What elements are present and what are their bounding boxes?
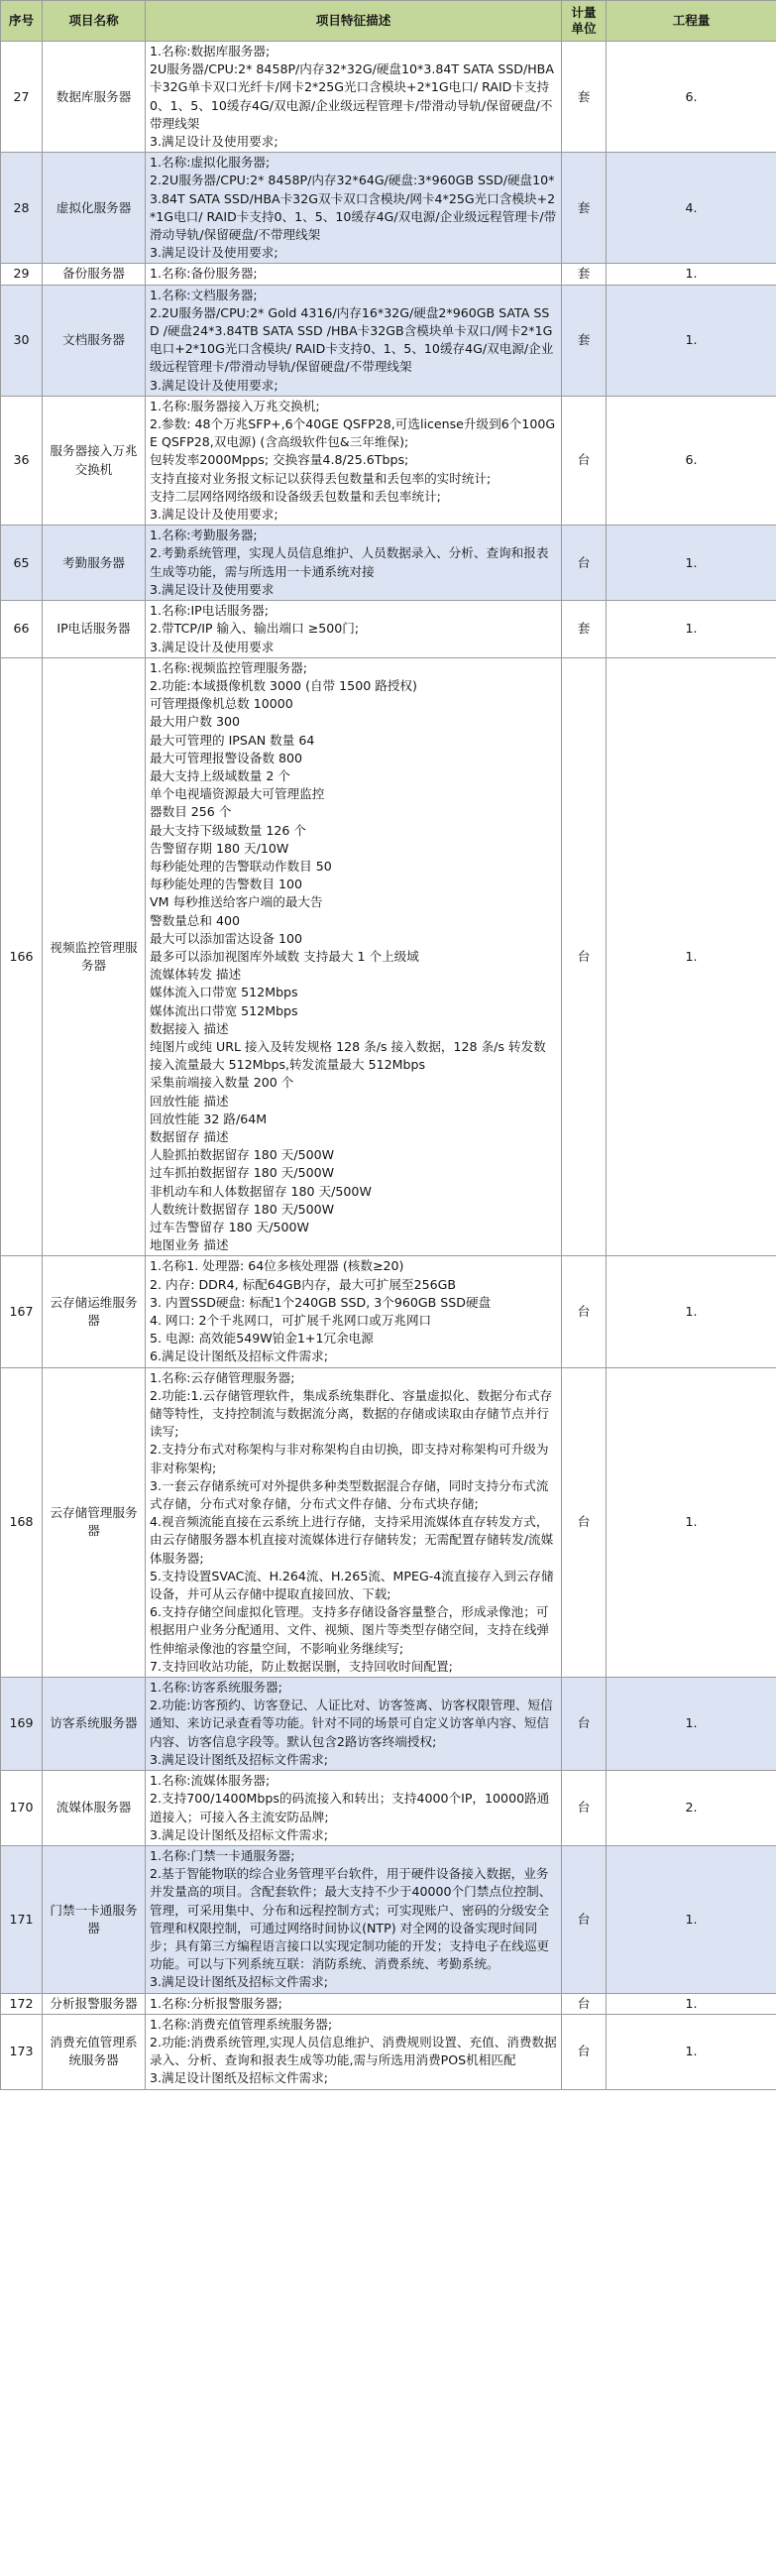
row-number: 27 (1, 42, 43, 153)
quantity-cell: 6. (607, 396, 776, 525)
unit-cell: 台 (562, 396, 607, 525)
description-line: 支持直接对业务报文标记以获得丢包数量和丢包率的实时统计; (150, 470, 492, 486)
description-line: 1.名称:服务器接入万兆交换机; (150, 398, 320, 413)
description-line: 1.名称:数据库服务器; (150, 44, 271, 59)
quantity-cell: 1. (607, 2014, 776, 2089)
description-line: 1.名称:云存储管理服务器; (150, 1369, 295, 1385)
table-row (1, 153, 776, 264)
description-line: 3.一套云存储系统可对外提供多种类型数据混合存储，同时支持分布式流式存储，分布式对象存储，分布式文件存储、分布式块存储; (150, 1477, 549, 1512)
item-description (146, 396, 562, 525)
description-line: 2.2U服务器/CPU:2* Gold 4316/内存16*32G/硬盘2*960GB SATA SSD /硬盘24*3.84TB SATA SSD /HBA卡32GB含模块单卡双口/网卡2*1G电口+2*10G光口含模块/ RAID卡支持0、1、5、10缓存4G/双电源/企业级远程管理卡/带滑动导轨/保留硬盘/不带理线架 (150, 304, 554, 375)
table-row (1, 1845, 776, 1993)
table-row (1, 526, 776, 601)
quantity-cell: 1. (607, 601, 776, 658)
description-line: 2.考勤系统管理，实现人员信息维护、人员数据录入、分析、查询和报表生成等功能，需与所选用一卡通系统对接 (150, 545, 549, 579)
description-line: 警数量总和 400 (150, 912, 241, 928)
item-description (146, 1771, 562, 1846)
description-line: 3.满足设计及使用要求; (150, 134, 278, 150)
quantity-cell: 1. (607, 285, 776, 396)
description-line: 每秒能处理的告警数目 100 (150, 877, 302, 892)
unit-cell: 台 (562, 1845, 607, 1993)
description-line: 1.名称1. 处理器: 64位多核处理器 (核数≥20) (150, 1258, 404, 1274)
description-line: VM 每秒推送给客户端的最大告 (150, 894, 323, 910)
item-name: 数据库服务器 (43, 42, 146, 153)
description-line: 1.名称:考勤服务器; (150, 527, 258, 543)
description-line: 6.支持存储空间虚拟化管理。支持多存储设备容量整合，形成录像池；可根据用户业务分配通用、文件、视频、图片等类型存储空间，支持在线弹性伸缩录像池的容量空间，不影响业务继续写; (150, 1604, 549, 1656)
description-line: 7.支持回收站功能，防止数据误删，支持回收时间配置; (150, 1658, 453, 1674)
row-number: 170 (1, 1771, 43, 1846)
row-number: 65 (1, 526, 43, 601)
description-line: 最大可管理的 IPSAN 数量 64 (150, 732, 315, 748)
item-name: 分析报警服务器 (43, 1993, 146, 2014)
description-line: 1.名称:虚拟化服务器; (150, 155, 271, 171)
description-line: 最大支持上级域数量 2 个 (150, 767, 290, 783)
description-line: 人脸抓拍数据留存 180 天/500W (150, 1147, 335, 1163)
item-description (146, 526, 562, 601)
description-line: 纯图片或纯 URL 接入及转发规格 128 条/s 接入数据，128 条/s 转发数 (150, 1038, 546, 1054)
item-description (146, 1845, 562, 1993)
table-row (1, 42, 776, 153)
description-line: 6.满足设计图纸及招标文件需求; (150, 1348, 328, 1364)
header-desc: 项目特征描述 (146, 1, 562, 42)
row-number: 66 (1, 601, 43, 658)
description-line: 流媒体转发 描述 (150, 967, 242, 983)
table-row (1, 1678, 776, 1771)
quantity-cell: 1. (607, 1845, 776, 1993)
row-number: 30 (1, 285, 43, 396)
description-line: 包转发率2000Mpps; 交换容量4.8/25.6Tbps; (150, 452, 409, 468)
description-line: 最大可管理报警设备数 800 (150, 750, 302, 765)
description-line: 2.参数: 48个万兆SFP+,6个40GE QSFP28,可选license升级到6个100GE QSFP28,双电源) (含高级软件包&三年维保); (150, 416, 556, 450)
description-line: 1.名称:文档服务器; (150, 287, 258, 302)
table-body (1, 42, 776, 2090)
item-name: 消费充值管理系统服务器 (43, 2014, 146, 2089)
description-line: 3.满足设计及使用要求 (150, 639, 275, 654)
description-line: 4.视音频流能直接在云系统上进行存储，支持采用流媒体直存转发方式，由云存储服务器本机直接对流媒体进行存储转发；无需配置存储转发/流媒体服务器; (150, 1514, 554, 1566)
table-row (1, 285, 776, 396)
description-line: 1.名称:分析报警服务器; (150, 1995, 282, 2011)
row-number: 169 (1, 1678, 43, 1771)
item-name: 服务器接入万兆交换机 (43, 396, 146, 525)
description-line: 每秒能处理的告警联动作数目 50 (150, 858, 332, 874)
quantity-cell: 2. (607, 1771, 776, 1846)
item-description (146, 1256, 562, 1367)
item-description (146, 657, 562, 1256)
table-row (1, 1367, 776, 1677)
item-description (146, 1993, 562, 2014)
description-line: 3.满足设计图纸及招标文件需求; (150, 1826, 328, 1842)
item-description (146, 1367, 562, 1677)
description-line: 2.功能:消费系统管理,实现人员信息维护、消费规则设置、充值、消费数据录入、分析、查询和报表生成等功能,需与所选用消费POS机相匹配 (150, 2034, 557, 2068)
unit-cell: 套 (562, 285, 607, 396)
description-line: 1.名称:访客系统服务器; (150, 1680, 282, 1696)
description-line: 1.名称:备份服务器; (150, 266, 258, 282)
description-line: 最多可以添加视图库外域数 支持最大 1 个上级域 (150, 948, 419, 964)
quantity-cell: 4. (607, 153, 776, 264)
table-row (1, 657, 776, 1256)
item-description (146, 601, 562, 658)
description-line: 3.满足设计图纸及招标文件需求; (150, 1974, 328, 1990)
table-row (1, 396, 776, 525)
description-line: 3.满足设计及使用要求; (150, 245, 278, 261)
unit-cell: 台 (562, 1993, 607, 2014)
unit-cell: 台 (562, 1367, 607, 1677)
description-line: 1.名称:IP电话服务器; (150, 603, 269, 619)
quantity-cell: 1. (607, 264, 776, 285)
item-name: 考勤服务器 (43, 526, 146, 601)
description-line: 3.满足设计图纸及招标文件需求; (150, 1751, 328, 1767)
row-number: 173 (1, 2014, 43, 2089)
description-line: 器数目 256 个 (150, 804, 232, 820)
description-line: 媒体流入口带宽 512Mbps (150, 985, 298, 1000)
quantity-cell: 1. (607, 1367, 776, 1677)
quantity-cell: 6. (607, 42, 776, 153)
row-number: 166 (1, 657, 43, 1256)
table-row (1, 601, 776, 658)
description-line: 2.功能:本域摄像机数 3000 (自带 1500 路授权) (150, 677, 417, 693)
header-name: 项目名称 (43, 1, 146, 42)
header-unit: 计量单位 (562, 1, 607, 42)
item-name: 备份服务器 (43, 264, 146, 285)
row-number: 168 (1, 1367, 43, 1677)
unit-cell: 台 (562, 1771, 607, 1846)
description-line: 4. 网口: 2个千兆网口，可扩展千兆网口或万兆网口 (150, 1313, 432, 1329)
description-line: 非机动车和人体数据留存 180 天/500W (150, 1183, 372, 1199)
quantity-cell: 1. (607, 526, 776, 601)
quantity-cell: 1. (607, 657, 776, 1256)
description-line: 回放性能 描述 (150, 1093, 229, 1109)
description-line: 3.满足设计及使用要求 (150, 581, 275, 597)
item-description (146, 42, 562, 153)
unit-cell: 套 (562, 153, 607, 264)
item-name: 文档服务器 (43, 285, 146, 396)
header-qty: 工程量 (607, 1, 776, 42)
unit-cell: 台 (562, 2014, 607, 2089)
item-name: 云存储运维服务器 (43, 1256, 146, 1367)
unit-cell: 台 (562, 1256, 607, 1367)
description-line: 告警留存期 180 天/10W (150, 840, 289, 856)
item-name: 门禁一卡通服务器 (43, 1845, 146, 1993)
quantity-cell: 1. (607, 1678, 776, 1771)
item-name: IP电话服务器 (43, 601, 146, 658)
description-line: 2.2U服务器/CPU:2* 8458P/内存32*64G/硬盘:3*960GB SSD/硬盘10*3.84T SATA SSD/HBA卡32G双卡双口含模块/网卡4*25G光口含模块+2*1G电口/ RAID卡支持0、1、5、10缓存4G/双电源/企业级远程管理卡/带滑动导轨/保留硬盘/不带理线架 (150, 173, 557, 243)
description-line: 人数统计数据留存 180 天/500W (150, 1201, 335, 1217)
item-description (146, 264, 562, 285)
description-line: 过车告警留存 180 天/500W (150, 1220, 309, 1234)
row-number: 171 (1, 1845, 43, 1993)
unit-cell: 套 (562, 264, 607, 285)
unit-cell: 台 (562, 526, 607, 601)
description-line: 支持二层网络网络级和设备级丢包数量和丢包率统计; (150, 488, 441, 504)
description-line: 最大可以添加雷达设备 100 (150, 930, 302, 946)
description-line: 3.满足设计及使用要求; (150, 507, 278, 523)
description-line: 2U服务器/CPU:2* 8458P/内存32*32G/硬盘10*3.84T SATA SSD/HBA卡32G单卡双口光纤卡/网卡2*25G光口含模块+2*1G电口/ RAID卡支持0、1、5、10缓存4G/双电源/企业级远程管理卡/带滑动导轨/保留硬盘/不带理线架 (150, 61, 554, 131)
item-description (146, 285, 562, 396)
item-name: 流媒体服务器 (43, 1771, 146, 1846)
description-line: 2.支持分布式对称架构与非对称架构自由切换，即支持对称架构可升级为非对称架构; (150, 1442, 549, 1475)
description-line: 2.支持700/1400Mbps的码流接入和转出；支持4000个IP，10000路通道接入；可接入各主流安防品牌; (150, 1791, 550, 1824)
item-description (146, 153, 562, 264)
description-line: 媒体流出口带宽 512Mbps (150, 1002, 298, 1018)
description-line: 3.满足设计图纸及招标文件需求; (150, 2070, 328, 2086)
description-line: 3.满足设计及使用要求; (150, 377, 278, 393)
item-name: 访客系统服务器 (43, 1678, 146, 1771)
description-line: 采集前端接入数量 200 个 (150, 1075, 294, 1091)
description-line: 1.名称:流媒体服务器; (150, 1773, 271, 1789)
description-line: 2.基于智能物联的综合业务管理平台软件，用于硬件设备接入数据，业务并发量高的项目。含配套软件；最大支持不少于40000个门禁点位控制、管理，可采用集中、分布和远程控制方式；可实现账户、密码的分级安全管理和权限控制，可通过网络时间协议(NTP) 对全网的设备实现时间同步；具有第三方编程语言接口以实现定制功能的开发；支持电子在线巡更功能。可以与下列系统互联：消防系统、消费系统、考勤系统。 (150, 1866, 552, 1972)
item-name: 视频监控管理服务器 (43, 657, 146, 1256)
description-line: 3. 内置SSD硬盘: 标配1个240GB SSD, 3个960GB SSD硬盘 (150, 1294, 492, 1310)
description-line: 1.名称:视频监控管理服务器; (150, 659, 308, 675)
unit-cell: 套 (562, 601, 607, 658)
description-line: 数据留存 描述 (150, 1128, 229, 1144)
row-number: 36 (1, 396, 43, 525)
item-name: 云存储管理服务器 (43, 1367, 146, 1677)
unit-cell: 台 (562, 657, 607, 1256)
description-line: 2.带TCP/IP 输入、输出端口 ≥500门; (150, 621, 360, 637)
description-line: 2.功能:1.云存储管理软件，集成系统集群化、容量虚拟化、数据分布式存储等特性，支持控制流与数据流分离，数据的存储或读取由存储节点并行读写; (150, 1387, 553, 1440)
description-line: 5. 电源: 高效能549W铂金1+1冗余电源 (150, 1331, 374, 1347)
table-row (1, 264, 776, 285)
description-line: 数据接入 描述 (150, 1020, 229, 1036)
unit-cell: 套 (562, 42, 607, 153)
table-row (1, 1993, 776, 2014)
description-line: 最大用户数 300 (150, 714, 241, 730)
table-row (1, 2014, 776, 2089)
row-number: 167 (1, 1256, 43, 1367)
row-number: 172 (1, 1993, 43, 2014)
description-line: 2.功能:访客预约、访客登记、人证比对、访客签离、访客权限管理、短信通知、来访记录查看等功能。针对不同的场景可自定义访客单内容、短信内容、访客信息字段等。默认包含2路访客终端授权; (150, 1698, 553, 1749)
unit-cell: 台 (562, 1678, 607, 1771)
item-name: 虚拟化服务器 (43, 153, 146, 264)
header-no: 序号 (1, 1, 43, 42)
quantity-cell: 1. (607, 1256, 776, 1367)
description-line: 回放性能 32 路/64M (150, 1111, 268, 1126)
quantity-cell: 1. (607, 1993, 776, 2014)
description-line: 接入流量最大 512Mbps,转发流量最大 512Mbps (150, 1057, 426, 1073)
description-line: 2. 内存: DDR4, 标配64GB内存，最大可扩展至256GB (150, 1276, 457, 1292)
description-line: 最大支持下级域数量 126 个 (150, 822, 306, 838)
description-line: 地图业务 描述 (150, 1237, 229, 1253)
row-number: 29 (1, 264, 43, 285)
row-number: 28 (1, 153, 43, 264)
description-line: 过车抓拍数据留存 180 天/500W (150, 1165, 335, 1181)
table-row (1, 1771, 776, 1846)
item-description (146, 1678, 562, 1771)
description-line: 可管理摄像机总数 10000 (150, 696, 293, 712)
description-line: 1.名称:门禁一卡通服务器; (150, 1847, 295, 1863)
table-row (1, 1256, 776, 1367)
description-line: 1.名称:消费充值管理系统服务器; (150, 2016, 333, 2032)
description-line: 5.支持设置SVAC流、H.264流、H.265流、MPEG-4流直接存入到云存储设备，并可从云存储中提取直接回放、下载; (150, 1568, 554, 1602)
table-header-row (1, 1, 776, 42)
description-line: 单个电视墙资源最大可管理监控 (150, 786, 325, 802)
item-description (146, 2014, 562, 2089)
